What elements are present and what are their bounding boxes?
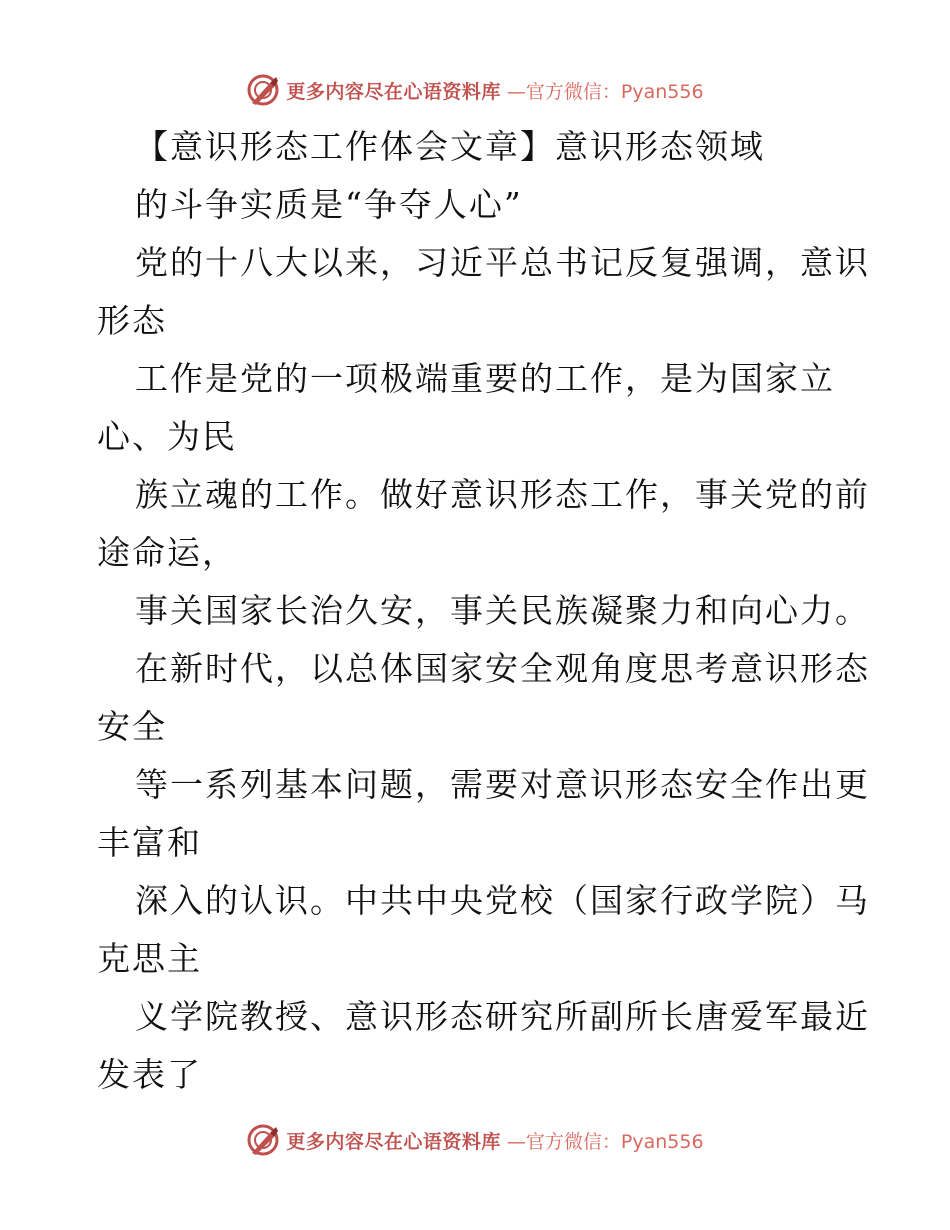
- paragraph-line: 心、为民: [97, 417, 237, 456]
- paragraph-line: 深入的认识。中共中央党校（国家行政学院）马: [135, 881, 870, 920]
- paragraph-line: 等一系列基本问题，需要对意识形态安全作出更: [135, 765, 870, 804]
- document-body: [97, 118, 870, 1104]
- document-title-line-1: 【意识形态工作体会文章】意识形态领域: [135, 127, 765, 166]
- paragraph-line: 形态: [97, 301, 167, 340]
- paragraph-line: 安全: [97, 707, 167, 746]
- paragraph-line: 事关国家长治久安，事关民族凝聚力和向心力。: [135, 591, 870, 630]
- paragraph-line: 发表了: [97, 1055, 202, 1094]
- pen-logo-icon: [246, 73, 280, 107]
- paragraph-line: 克思主: [97, 939, 202, 978]
- paragraph-line: 工作是党的一项极端重要的工作，是为国家立: [135, 359, 835, 398]
- footer-banner-sub-text: —官方微信：Pyan556: [506, 1130, 704, 1153]
- paragraph-line: 义学院教授、意识形态研究所副所长唐爱军最近: [135, 997, 870, 1036]
- paragraph-line: 族立魂的工作。做好意识形态工作，事关党的前: [135, 475, 870, 514]
- header-banner-sub-text: —官方微信：Pyan556: [506, 80, 704, 103]
- footer-watermark-banner: [0, 1120, 950, 1160]
- footer-banner-main-text: 更多内容尽在心语资料库: [286, 1130, 501, 1153]
- paragraph-line: 丰富和: [97, 823, 202, 862]
- header-watermark-banner: [0, 70, 950, 110]
- document-title-line-2: 的斗争实质是“争夺人心”: [135, 185, 523, 224]
- header-banner-main-text: 更多内容尽在心语资料库: [286, 80, 501, 103]
- paragraph-line: 在新时代，以总体国家安全观角度思考意识形态: [135, 649, 870, 688]
- pen-logo-icon: [246, 1123, 280, 1157]
- paragraph-line: 途命运，: [97, 533, 237, 572]
- paragraph-line: 党的十八大以来，习近平总书记反复强调，意识: [135, 243, 870, 282]
